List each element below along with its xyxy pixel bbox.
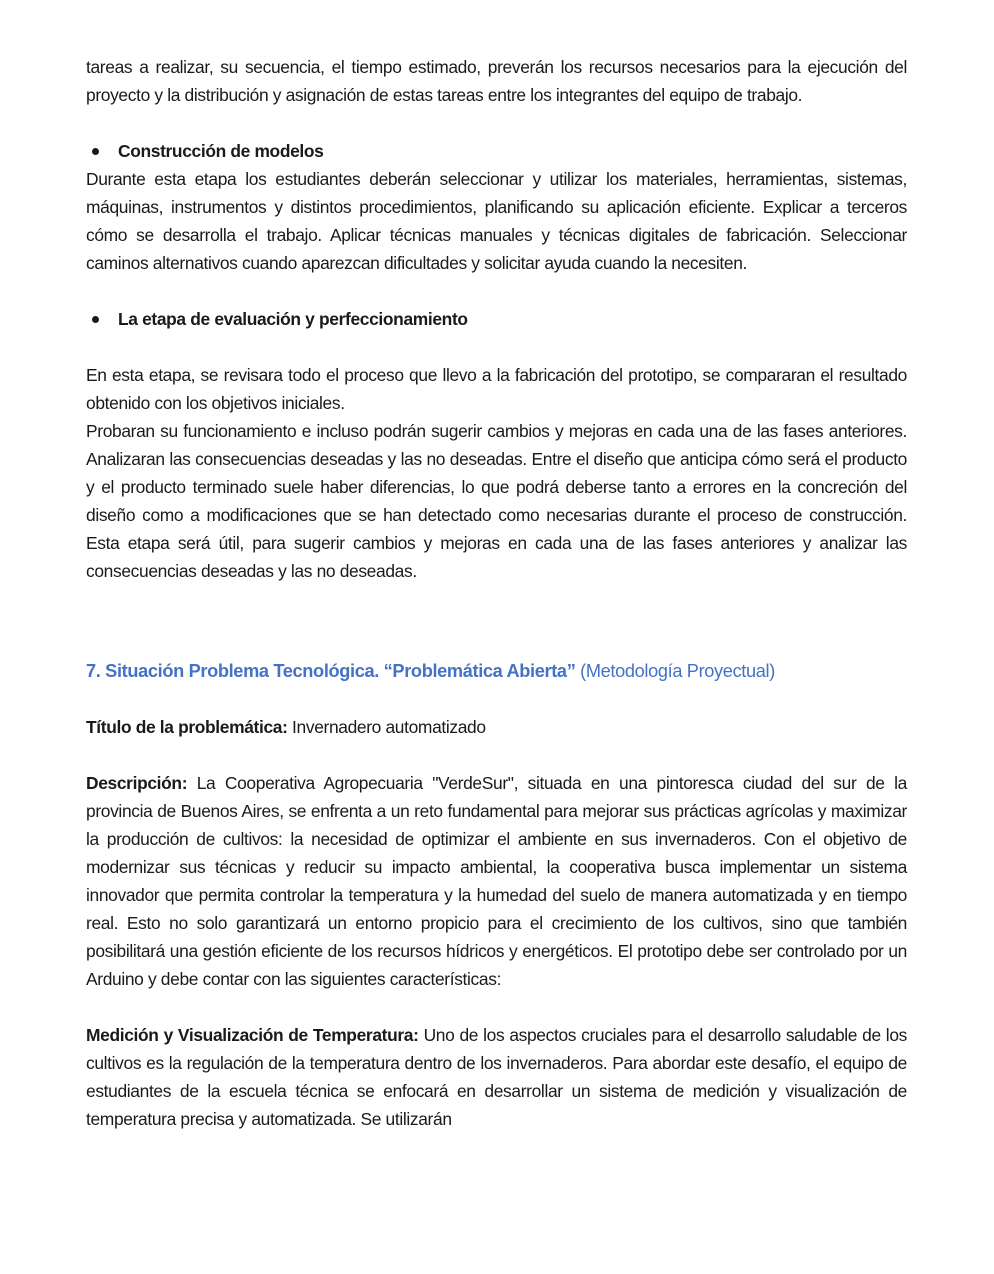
bullet-heading-evaluation: [86, 305, 907, 333]
bullet-heading-text: Construcción de modelos: [118, 141, 324, 161]
spacer: [86, 613, 907, 657]
description-paragraph: [86, 769, 907, 993]
spacer: [86, 685, 907, 713]
problem-title: [86, 713, 907, 741]
spacer: [86, 585, 907, 613]
intro-paragraph: tareas a realizar, su secuencia, el tiempo estimado, preverán los recursos necesarios para la ejecución del proyecto y la distribución y asignación de estas tareas entre los integrantes del equipo de trabajo.: [86, 57, 907, 105]
section-title: [86, 657, 907, 685]
bullet-heading-text: La etapa de evaluación y perfeccionamiento: [118, 309, 468, 329]
bullet-icon: [92, 316, 99, 323]
section-title-bold: 7. Situación Problema Tecnológica. “Problemática Abierta”: [86, 661, 576, 681]
description-label: Descripción:: [86, 773, 188, 793]
spacer: [86, 277, 907, 305]
temperature-paragraph: [86, 1021, 907, 1133]
description-text: La Cooperativa Agropecuaria "VerdeSur", situada en una pintoresca ciudad del sur de la provincia de Buenos Aires, se enfrenta a un reto fundamental para mejorar sus prácticas agrícolas y maximizar la producción de cultivos: la necesidad de optimizar el ambiente en sus invernaderos. Con el objetivo de modernizar sus técnicas y reducir su impacto ambiental, la cooperativa busca implementar un sistema innovador que permita controlar la temperatura y la humedad del suelo de manera automatizada y en tiempo real. Esto no solo garantizará un entorno propicio para el crecimiento de los cultivos, sino que también posibilitará una gestión eficiente de los recursos hídricos y energéticos. El prototipo debe ser controlado por un Arduino y debe contar con las siguientes características:: [86, 773, 907, 989]
bullet-heading-construction: [86, 137, 907, 165]
problem-title-label: Título de la problemática:: [86, 717, 288, 737]
spacer: [86, 993, 907, 1021]
construction-paragraph: Durante esta etapa los estudiantes deberán seleccionar y utilizar los materiales, herramientas, sistemas, máquinas, instrumentos y distintos procedimientos, planificando su aplicación eficiente. Explicar a terceros cómo se desarrolla el trabajo. Aplicar técnicas manuales y técnicas digitales de fabricación. Seleccionar caminos alternativos cuando aparezcan dificultades y solicitar ayuda cuando la necesiten.: [86, 169, 907, 273]
problem-title-value: Invernadero automatizado: [287, 717, 486, 737]
temperature-label: Medición y Visualización de Temperatura:: [86, 1025, 419, 1045]
evaluation-paragraph-1: En esta etapa, se revisara todo el proceso que llevo a la fabricación del prototipo, se compararan el resultado obtenido con los objetivos iniciales.: [86, 365, 907, 413]
section-title-regular: (Metodología Proyectual): [575, 661, 775, 681]
temperature-text: Uno de los aspectos cruciales para el desarrollo saludable de los cultivos es la regulación de la temperatura dentro de los invernaderos. Para abordar este desafío, el equipo de estudiantes de la escuela técnica se enfocará en desarrollar un sistema de medición y visualización de temperatura precisa y automatizada. Se utilizarán: [86, 1025, 907, 1129]
spacer: [86, 333, 907, 361]
document-page: [86, 53, 907, 1133]
bullet-icon: [92, 148, 99, 155]
spacer: [86, 109, 907, 137]
spacer: [86, 741, 907, 769]
evaluation-paragraph-2: Probaran su funcionamiento e incluso podrán sugerir cambios y mejoras en cada una de las fases anteriores. Analizaran las consecuencias deseadas y las no deseadas. Entre el diseño que anticipa cómo será el producto y el producto terminado suele haber diferencias, lo que podrá deberse tanto a errores en la concreción del diseño como a modificaciones que se han detectado como necesarias durante el proceso de construcción. Esta etapa será útil, para sugerir cambios y mejoras en cada una de las fases anteriores y analizar las consecuencias deseadas y las no deseadas.: [86, 421, 907, 581]
